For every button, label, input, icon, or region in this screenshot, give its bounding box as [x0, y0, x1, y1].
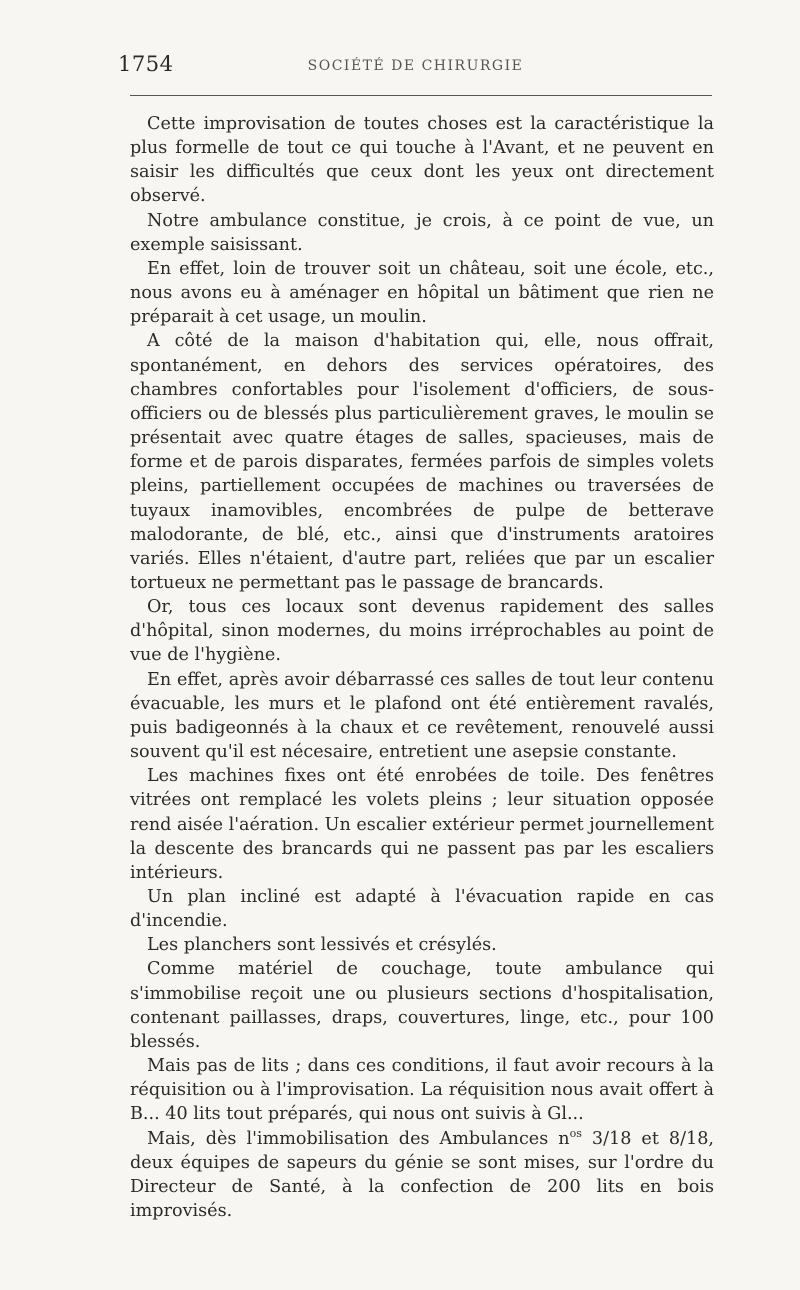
paragraph-text: 3/18 et 8/18, deux équipes de sapeurs du génie se sont mises, sur l'ordre du Directeur de Santé, à la confection de 200 lits en bois improvisés. [130, 1128, 714, 1222]
paragraph: Comme matériel de couchage, toute ambulance qui s'immobilise reçoit une ou plusieurs sections d'hospitalisation, contenant paillasses, draps, couvertures, linge, etc., pour 100 blessés. [130, 959, 714, 1052]
page-header [118, 52, 713, 88]
paragraph: Cette improvisation de toutes choses est la caractéristique la plus formelle de tout ce qui touche à l'Avant, et ne peuvent en saisir les difficultés que ceux dont les yeux ont directement observé. [130, 114, 714, 207]
paragraph: Mais pas de lits ; dans ces conditions, il faut avoir recours à la réquisition ou à l'improvisation. La réquisition nous avait offert à B... 40 lits tout préparés, qui nous ont suivis à Gl... [130, 1056, 714, 1125]
paragraph: Les planchers sont lessivés et crésylés. [147, 935, 497, 956]
paragraph-last [130, 1127, 714, 1224]
paragraph: En effet, après avoir débarrassé ces salles de tout leur contenu évacuable, les murs et le plafond ont été entièrement ravalés, puis badigeonnés à la chaux et ce revêtement, renouvelé aussi souvent qu'il est nécesaire, entretient une asepsie constante. [130, 669, 714, 763]
paragraph: Les machines fixes ont été enrobées de toile. Des fenêtres vitrées ont remplacé les volets pleins ; leur situation opposée rend aisée l'aération. Un escalier extérieur permet journellement la descente des brancards qui ne passent pas par les escaliers intérieurs. [130, 766, 714, 883]
paragraph-text: Mais, dès l'immobilisation des Ambulances n [147, 1128, 570, 1149]
page-number: 1754 [118, 52, 174, 76]
ordinal-marks: os [569, 1126, 582, 1140]
paragraph: Or, tous ces locaux sont devenus rapidement des salles d'hôpital, sinon modernes, du moins irréprochables au point de vue de l'hygiène. [130, 597, 714, 666]
paragraph: Un plan incliné est adapté à l'évacuation rapide en cas d'incendie. [130, 887, 714, 932]
body-text [130, 112, 714, 1223]
header-rule [130, 95, 712, 96]
paragraph: En effet, loin de trouver soit un château, soit une école, etc., nous avons eu à aménager en hôpital un bâtiment que rien ne préparait à cet usage, un moulin. [130, 258, 714, 328]
paragraph: Notre ambulance constitue, je crois, à ce point de vue, un exemple saisissant. [130, 210, 714, 255]
paragraph: A côté de la maison d'habitation qui, elle, nous offrait, spontanément, en dehors des services opératoires, des chambres confortables pour l'isolement d'officiers, de sous-officiers ou de blessés plus particulièrement graves, le moulin se présentait avec quatre étages de salles, spacieuses, mais de forme et de parois disparates, fermées parfois de simples volets pleins, partiellement occupées de machines ou traversées de tuyaux inamovibles, encombrées de pulpe de betterave malodorante, de blé, etc., ainsi que d'instruments aratoires variés. Elles n'étaient, d'autre part, reliées que par un escalier tortueux ne permettant pas le passage de brancards. [130, 331, 714, 593]
running-title: SOCIÉTÉ DE CHIRURGIE [307, 58, 524, 74]
